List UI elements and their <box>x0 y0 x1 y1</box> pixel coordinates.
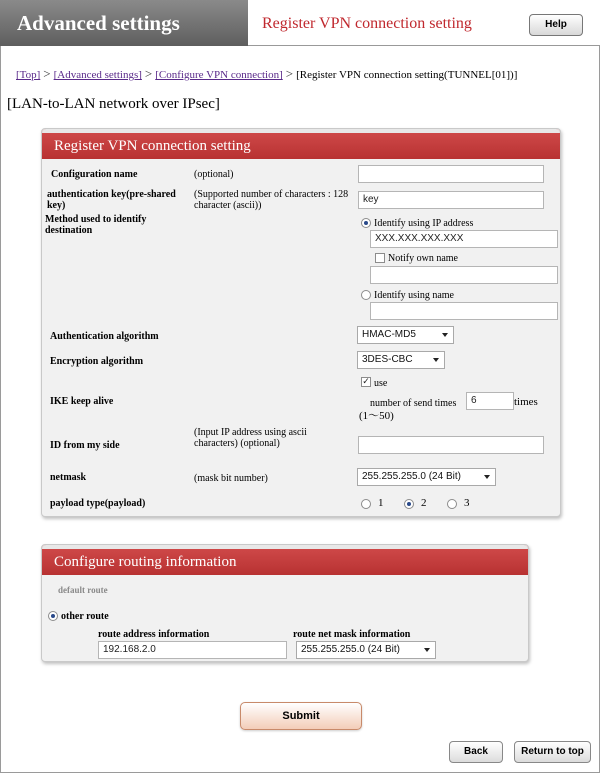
times-unit-label: times <box>514 396 538 408</box>
breadcrumb-current: [Register VPN connection setting(TUNNEL[01])] <box>296 69 518 81</box>
id-from-side-input[interactable] <box>358 436 544 454</box>
breadcrumb-configure-link[interactable]: [Configure VPN connection] <box>155 69 283 81</box>
return-to-top-button[interactable]: Return to top <box>514 741 591 763</box>
netmask-note: (mask bit number) <box>194 473 268 484</box>
notify-own-name-checkbox[interactable] <box>375 253 385 263</box>
ike-keep-alive-label: IKE keep alive <box>50 396 114 407</box>
route-address-label: route address information <box>98 629 210 640</box>
chevron-down-icon <box>424 648 430 652</box>
netmask-select[interactable] <box>357 468 496 486</box>
other-route-label: other route <box>61 611 109 622</box>
encryption-algorithm-value: 3DES-CBC <box>362 354 413 365</box>
identify-ip-label: Identify using IP address <box>374 218 474 229</box>
encryption-algorithm-label: Encryption algorithm <box>50 356 144 367</box>
page-title: Advanced settings <box>0 0 248 46</box>
default-route-label: default route <box>58 585 108 595</box>
send-times-label: number of send times <box>370 398 457 409</box>
identify-ip-radio[interactable] <box>361 218 371 228</box>
route-address-input[interactable]: 192.168.2.0 <box>98 641 287 659</box>
page-subtitle: Register VPN connection setting <box>262 15 472 32</box>
auth-key-note: (Supported number of characters : 128 character (ascii)) <box>194 189 349 211</box>
auth-key-input[interactable]: key <box>358 191 544 209</box>
breadcrumb <box>16 66 517 82</box>
submit-button[interactable]: Submit <box>240 702 362 730</box>
page-header <box>0 0 600 46</box>
config-name-input[interactable] <box>358 165 544 183</box>
notify-own-name-label: Notify own name <box>388 253 458 264</box>
route-netmask-value: 255.255.255.0 (24 Bit) <box>301 644 400 655</box>
send-times-input[interactable]: 6 <box>466 392 514 410</box>
chevron-down-icon <box>484 475 490 479</box>
chevron-down-icon <box>433 358 439 362</box>
encryption-algorithm-select[interactable] <box>357 351 445 369</box>
id-from-side-note: (Input IP address using ascii characters) (optional) <box>194 427 307 449</box>
route-netmask-label: route net mask information <box>293 629 411 640</box>
help-button[interactable]: Help <box>529 14 583 36</box>
netmask-label: netmask <box>50 472 87 483</box>
payload-option-1: 1 <box>378 497 384 509</box>
route-netmask-select[interactable] <box>296 641 436 659</box>
chevron-down-icon <box>442 333 448 337</box>
payload-radio-2[interactable] <box>404 499 414 509</box>
vpn-settings-panel <box>41 128 561 517</box>
id-from-side-label: ID from my side <box>50 440 120 451</box>
section-title: [LAN-to-LAN network over IPsec] <box>7 96 220 112</box>
auth-algorithm-select[interactable] <box>357 326 454 344</box>
back-button[interactable]: Back <box>449 741 503 763</box>
notify-own-name-input[interactable] <box>370 266 558 284</box>
auth-key-label: authentication key(pre-shared key) <box>47 189 176 211</box>
vpn-panel-title: Register VPN connection setting <box>42 129 560 159</box>
breadcrumb-top-link[interactable]: [Top] <box>16 69 41 81</box>
payload-option-2: 2 <box>421 497 427 509</box>
netmask-value: 255.255.255.0 (24 Bit) <box>362 471 461 482</box>
breadcrumb-advanced-link[interactable]: [Advanced settings] <box>53 69 142 81</box>
config-name-label: Configuration name <box>51 169 138 180</box>
identify-name-radio[interactable] <box>361 290 371 300</box>
breadcrumb-separator: > <box>144 66 153 81</box>
ike-use-label: use <box>374 378 388 389</box>
identify-method-label: Method used to identify destination <box>45 214 147 236</box>
config-name-note: (optional) <box>194 169 234 180</box>
identify-name-label: Identify using name <box>374 290 454 301</box>
breadcrumb-separator: > <box>285 66 294 81</box>
auth-algorithm-label: Authentication algorithm <box>50 331 159 342</box>
payload-radio-1[interactable] <box>361 499 371 509</box>
payload-radio-3[interactable] <box>447 499 457 509</box>
auth-algorithm-value: HMAC-MD5 <box>362 329 416 340</box>
identify-ip-input[interactable]: XXX.XXX.XXX.XXX <box>370 230 558 248</box>
ike-use-checkbox[interactable]: ✓ <box>362 377 370 387</box>
other-route-radio[interactable] <box>48 611 58 621</box>
payload-option-3: 3 <box>464 497 470 509</box>
payload-type-label: payload type(payload) <box>50 498 146 509</box>
breadcrumb-separator: > <box>43 66 51 81</box>
routing-panel-title: Configure routing information <box>42 545 528 575</box>
send-times-range: (1～50) <box>359 410 394 422</box>
identify-name-input[interactable] <box>370 302 558 320</box>
